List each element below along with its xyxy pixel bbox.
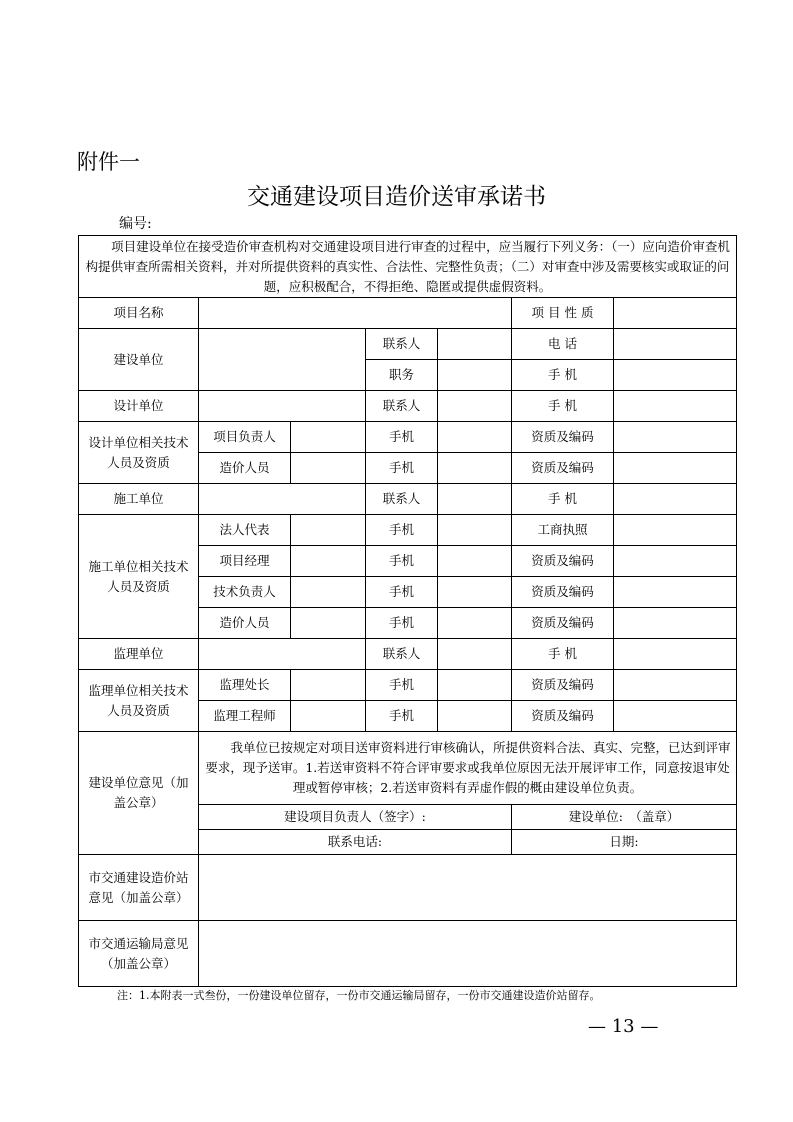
- project-name-label: 项目名称: [79, 298, 199, 329]
- design-unit-value[interactable]: [199, 391, 366, 422]
- build-techlead-value[interactable]: [291, 577, 366, 608]
- unit-seal-label[interactable]: 建设单位: （盖章）: [512, 805, 737, 830]
- supervision-contact-value[interactable]: [438, 639, 512, 670]
- build-legal-value[interactable]: [291, 515, 366, 546]
- supervision-engineer-label: 监理工程师: [199, 701, 291, 732]
- build-manager-qual-label: 资质及编码: [512, 546, 614, 577]
- supervision-chief-value[interactable]: [291, 670, 366, 701]
- construction-mobile-value[interactable]: [614, 360, 737, 391]
- build-manager-label: 项目经理: [199, 546, 291, 577]
- design-leader-label: 项目负责人: [199, 422, 291, 453]
- supervision-contact-label: 联系人: [366, 639, 438, 670]
- city-transport-bureau-label: 市交通运输局意见（加盖公章）: [79, 921, 199, 987]
- build-techlead-label: 技术负责人: [199, 577, 291, 608]
- supervision-engineer-mobile-value[interactable]: [438, 701, 512, 732]
- leader-signature-label[interactable]: 建设项目负责人（签字）:: [199, 805, 512, 830]
- supervision-chief-label: 监理处长: [199, 670, 291, 701]
- design-cost-mobile-value[interactable]: [438, 453, 512, 484]
- city-cost-station-value[interactable]: [199, 855, 737, 921]
- construction-position-label: 职务: [366, 360, 438, 391]
- construction-opinion-label: 建设单位意见（加盖公章）: [79, 732, 199, 855]
- construction-opinion-text: 我单位已按规定对项目送审资料进行审核确认，所提供资料合法、真实、完整，已达到评审要求，现予送审。1.若送审资料不符合评审要求或我单位原因无法开展评审工作，同意按退审处理或暂停审核；2.若送审资料有弄虚作假的概由建设单位负责。: [199, 732, 737, 805]
- build-cost-qual-value[interactable]: [614, 608, 737, 639]
- attachment-label: 附件一: [77, 150, 140, 174]
- supervision-tech-label: 监理单位相关技术人员及资质: [79, 670, 199, 732]
- design-leader-mobile-value[interactable]: [438, 422, 512, 453]
- contact-phone-label[interactable]: 联系电话:: [199, 830, 512, 855]
- build-manager-mobile-label: 手机: [366, 546, 438, 577]
- design-leader-qual-label: 资质及编码: [512, 422, 614, 453]
- page-number: — 13 —: [588, 1016, 659, 1037]
- build-techlead-qual-value[interactable]: [614, 577, 737, 608]
- city-transport-bureau-value[interactable]: [199, 921, 737, 987]
- supervision-engineer-mobile-label: 手机: [366, 701, 438, 732]
- build-unit-value[interactable]: [199, 484, 366, 515]
- project-name-value[interactable]: [199, 298, 512, 329]
- construction-contact-value[interactable]: [438, 329, 512, 360]
- design-cost-qual-label: 资质及编码: [512, 453, 614, 484]
- build-cost-mobile-value[interactable]: [438, 608, 512, 639]
- build-techlead-qual-label: 资质及编码: [512, 577, 614, 608]
- build-legal-mobile-label: 手机: [366, 515, 438, 546]
- build-cost-value[interactable]: [291, 608, 366, 639]
- build-cost-mobile-label: 手机: [366, 608, 438, 639]
- build-mobile-value[interactable]: [614, 484, 737, 515]
- supervision-engineer-qual-value[interactable]: [614, 701, 737, 732]
- design-contact-label: 联系人: [366, 391, 438, 422]
- design-leader-value[interactable]: [291, 422, 366, 453]
- supervision-chief-mobile-value[interactable]: [438, 670, 512, 701]
- supervision-engineer-qual-label: 资质及编码: [512, 701, 614, 732]
- build-contact-value[interactable]: [438, 484, 512, 515]
- supervision-engineer-value[interactable]: [291, 701, 366, 732]
- build-techlead-mobile-value[interactable]: [438, 577, 512, 608]
- construction-unit-label: 建设单位: [79, 329, 199, 391]
- build-cost-label: 造价人员: [199, 608, 291, 639]
- commitment-form-table: [78, 235, 737, 987]
- build-unit-label: 施工单位: [79, 484, 199, 515]
- project-nature-value[interactable]: [614, 298, 737, 329]
- date-label[interactable]: 日期:: [512, 830, 737, 855]
- build-contact-label: 联系人: [366, 484, 438, 515]
- supervision-unit-label: 监理单位: [79, 639, 199, 670]
- design-tech-label: 设计单位相关技术人员及资质: [79, 422, 199, 484]
- build-tech-label: 施工单位相关技术人员及资质: [79, 515, 199, 639]
- city-cost-station-label: 市交通建设造价站意见（加盖公章）: [79, 855, 199, 921]
- construction-mobile-label: 手 机: [512, 360, 614, 391]
- supervision-unit-value[interactable]: [199, 639, 366, 670]
- document-title: 交通建设项目造价送审承诺书: [247, 184, 546, 210]
- build-license-label: 工商执照: [512, 515, 614, 546]
- build-mobile-label: 手 机: [512, 484, 614, 515]
- design-mobile-value[interactable]: [614, 391, 737, 422]
- design-leader-qual-value[interactable]: [614, 422, 737, 453]
- design-cost-label: 造价人员: [199, 453, 291, 484]
- build-legal-mobile-value[interactable]: [438, 515, 512, 546]
- supervision-chief-qual-label: 资质及编码: [512, 670, 614, 701]
- supervision-chief-mobile-label: 手机: [366, 670, 438, 701]
- design-cost-mobile-label: 手机: [366, 453, 438, 484]
- construction-position-value[interactable]: [438, 360, 512, 391]
- build-cost-qual-label: 资质及编码: [512, 608, 614, 639]
- construction-phone-label: 电 话: [512, 329, 614, 360]
- project-nature-label: 项 目 性 质: [512, 298, 614, 329]
- build-manager-qual-value[interactable]: [614, 546, 737, 577]
- design-leader-mobile-label: 手机: [366, 422, 438, 453]
- design-cost-value[interactable]: [291, 453, 366, 484]
- supervision-mobile-label: 手 机: [512, 639, 614, 670]
- supervision-mobile-value[interactable]: [614, 639, 737, 670]
- build-license-value[interactable]: [614, 515, 737, 546]
- build-legal-label: 法人代表: [199, 515, 291, 546]
- construction-phone-value[interactable]: [614, 329, 737, 360]
- design-mobile-label: 手 机: [512, 391, 614, 422]
- footnote: 注：1.本附表一式叁份，一份建设单位留存，一份市交通运输局留存，一份市交通建设造价站留存。: [117, 989, 601, 1002]
- design-unit-label: 设计单位: [79, 391, 199, 422]
- construction-contact-label: 联系人: [366, 329, 438, 360]
- design-cost-qual-value[interactable]: [614, 453, 737, 484]
- build-techlead-mobile-label: 手机: [366, 577, 438, 608]
- supervision-chief-qual-value[interactable]: [614, 670, 737, 701]
- construction-unit-value[interactable]: [199, 329, 366, 391]
- design-contact-value[interactable]: [438, 391, 512, 422]
- number-label: 编号:: [119, 216, 152, 232]
- build-manager-mobile-value[interactable]: [438, 546, 512, 577]
- build-manager-value[interactable]: [291, 546, 366, 577]
- intro-text: 项目建设单位在接受造价审查机构对交通建设项目进行审查的过程中，应当履行下列义务：（一）应向造价审查机构提供审查所需相关资料，并对所提供资料的真实性、合法性、完整性负责；（二）对审查中涉及需要核实或取证的问题，应积极配合，不得拒绝、隐匿或提供虚假资料。: [79, 236, 737, 298]
